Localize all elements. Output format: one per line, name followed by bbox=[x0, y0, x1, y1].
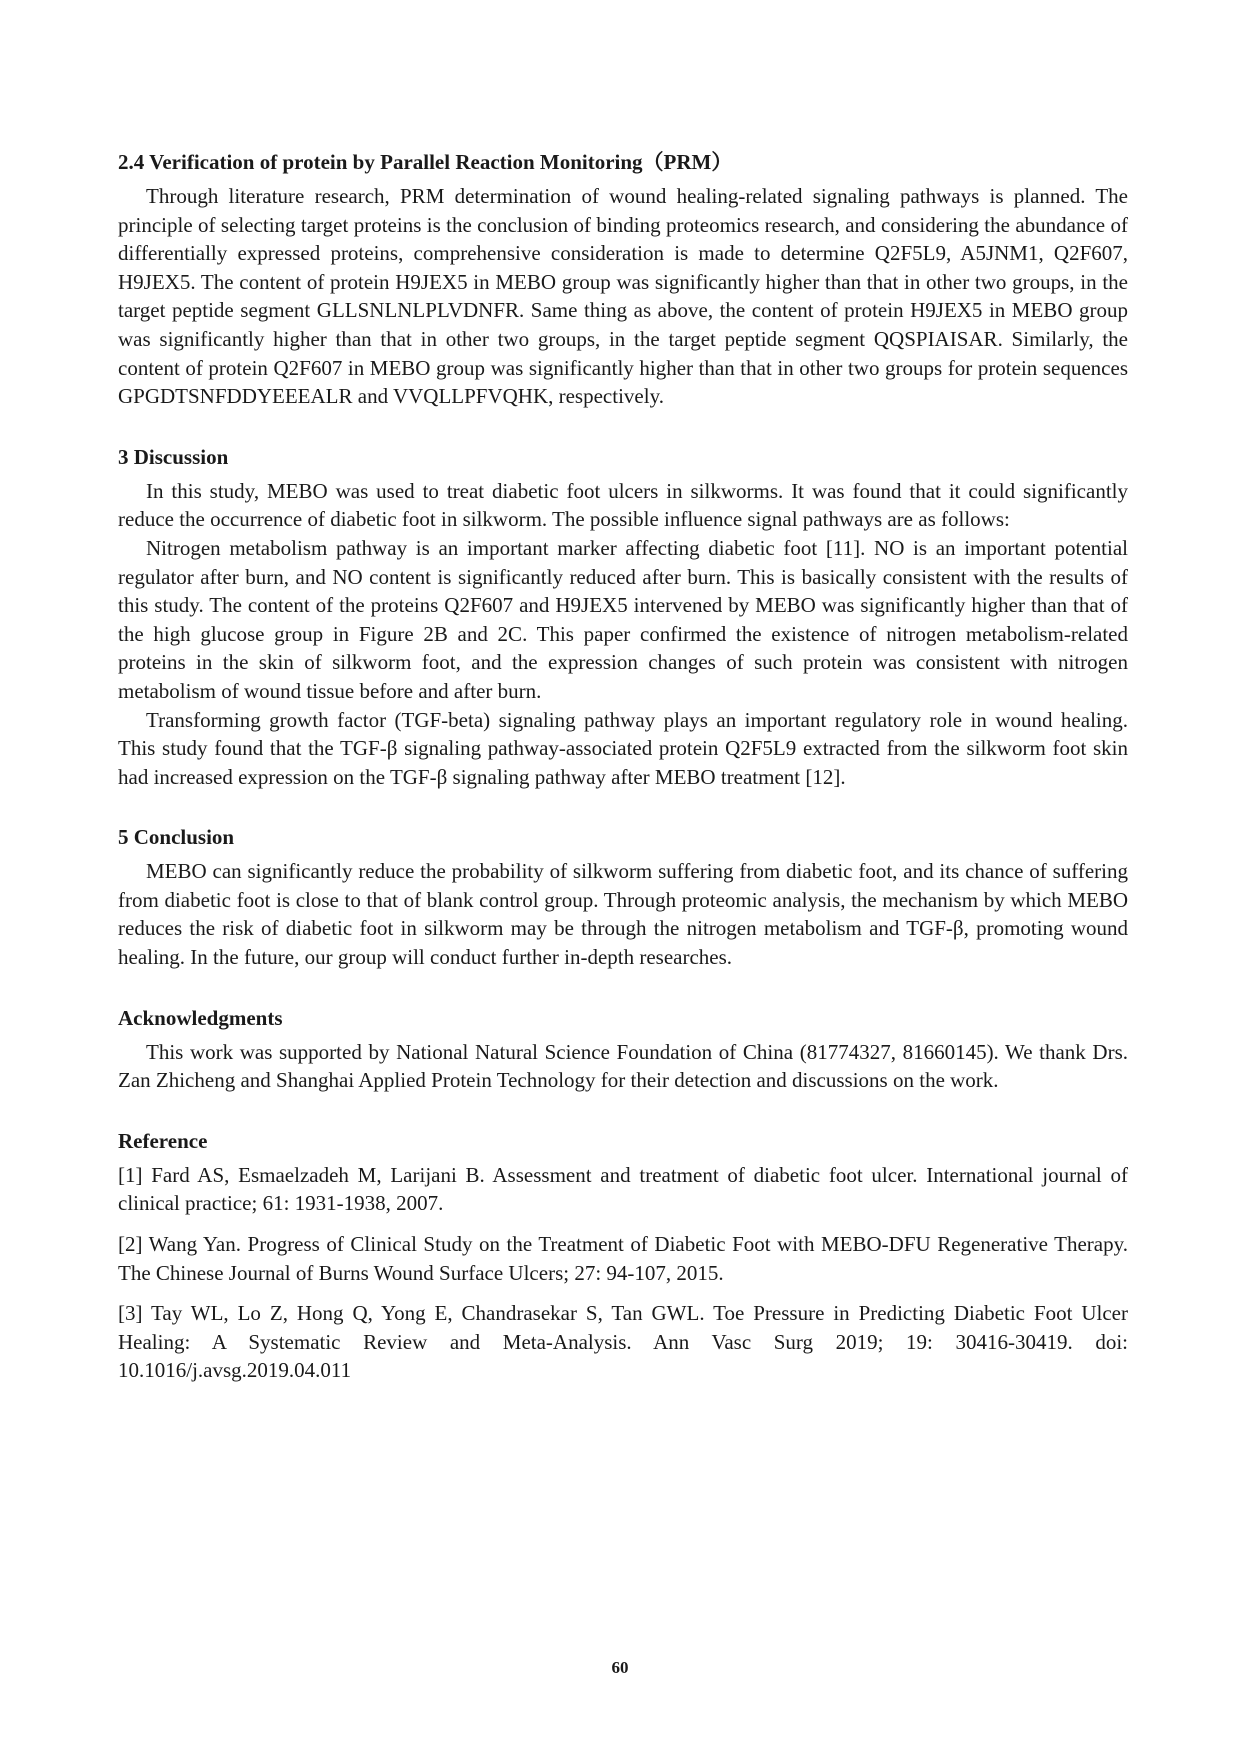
body-paragraph: Through literature research, PRM determination of wound healing-related signaling pathways is planned. The principle of selecting target proteins is the conclusion of binding proteomics research, and considering the abundance of differentially expressed proteins, comprehensive consideration is made to determine Q2F5L9, A5JNM1, Q2F607, H9JEX5. The content of protein H9JEX5 in MEBO group was significantly higher than that in other two groups, in the target peptide segment GLLSNLNLPLVDNFR. Same thing as above, the content of protein H9JEX5 in MEBO group was significantly higher than that in other two groups, in the target peptide segment QQSPIAISAR. Similarly, the content of protein Q2F607 in MEBO group was significantly higher than that in other two groups for protein sequences GPGDTSNFDDYEEEALR and VVQLLPFVQHK, respectively. bbox=[118, 184, 1128, 409]
body-paragraph: This work was supported by National Natural Science Foundation of China (81774327, 81660145). We thank Drs. Zan Zhicheng and Shanghai Applied Protein Technology for their detection and discussions on the work. bbox=[118, 1039, 1128, 1093]
section-heading: Acknowledgments bbox=[118, 1005, 283, 1030]
section-conclusion bbox=[118, 823, 1128, 971]
reference-item: [2] Wang Yan. Progress of Clinical Study on the Treatment of Diabetic Foot with MEBO-DFU Regenerative Therapy. The Chinese Journal of Burns Wound Surface Ulcers; 27: 94-107, 2015. bbox=[118, 1232, 1128, 1285]
page-body bbox=[118, 148, 1128, 1417]
section-heading: 5 Conclusion bbox=[118, 825, 235, 850]
section-heading: 3 Discussion bbox=[118, 444, 229, 469]
body-paragraph: MEBO can significantly reduce the probability of silkworm suffering from diabetic foot, and its chance of suffering from diabetic foot is close to that of blank control group. Through proteomic analysis, the mechanism by which MEBO reduces the risk of diabetic foot in silkworm may be through the nitrogen metabolism and TGF-β, promoting wound healing. In the future, our group will conduct further in-depth researches. bbox=[118, 859, 1128, 970]
body-paragraph: Nitrogen metabolism pathway is an important marker affecting diabetic foot [11]. NO is an important potential regulator after burn, and NO content is significantly reduced after burn. This is basically consistent with the results of this study. The content of the proteins Q2F607 and H9JEX5 intervened by MEBO was significantly higher than that of the high glucose group in Figure 2B and 2C. This paper confirmed the existence of nitrogen metabolism-related proteins in the skin of silkworm foot, and the expression changes of such protein was consistent with nitrogen metabolism of wound tissue before and after burn. bbox=[118, 535, 1128, 703]
reference-item: [3] Tay WL, Lo Z, Hong Q, Yong E, Chandrasekar S, Tan GWL. Toe Pressure in Predicting Diabetic Foot Ulcer Healing: A Systematic Review and Meta-Analysis. Ann Vasc Surg 2019; 19: 30416-30419. doi: 10.1016/j.avsg.2019.04.011 bbox=[118, 1301, 1128, 1383]
section-discussion bbox=[118, 443, 1128, 792]
references-heading: Reference bbox=[118, 1128, 208, 1153]
section-references bbox=[118, 1127, 1128, 1385]
section-heading: 2.4 Verification of protein by Parallel Reaction Monitoring（PRM） bbox=[118, 150, 733, 174]
reference-item: [1] Fard AS, Esmaelzadeh M, Larijani B. Assessment and treatment of diabetic foot ulcer. International journal of clinical practice; 61: 1931-1938, 2007. bbox=[118, 1162, 1128, 1216]
page-number: 60 bbox=[611, 1658, 629, 1677]
body-paragraph: Transforming growth factor (TGF-beta) signaling pathway plays an important regulatory role in wound healing. This study found that the TGF-β signaling pathway-associated protein Q2F5L9 extracted from the silkworm foot skin had increased expression on the TGF-β signaling pathway after MEBO treatment [12]. bbox=[118, 707, 1128, 789]
section-acknowledgments bbox=[118, 1004, 1128, 1095]
section-prm-verification bbox=[118, 148, 1128, 411]
body-paragraph: In this study, MEBO was used to treat diabetic foot ulcers in silkworms. It was found that it could significantly reduce the occurrence of diabetic foot in silkworm. The possible influence signal pathways are as follows: bbox=[118, 478, 1128, 532]
